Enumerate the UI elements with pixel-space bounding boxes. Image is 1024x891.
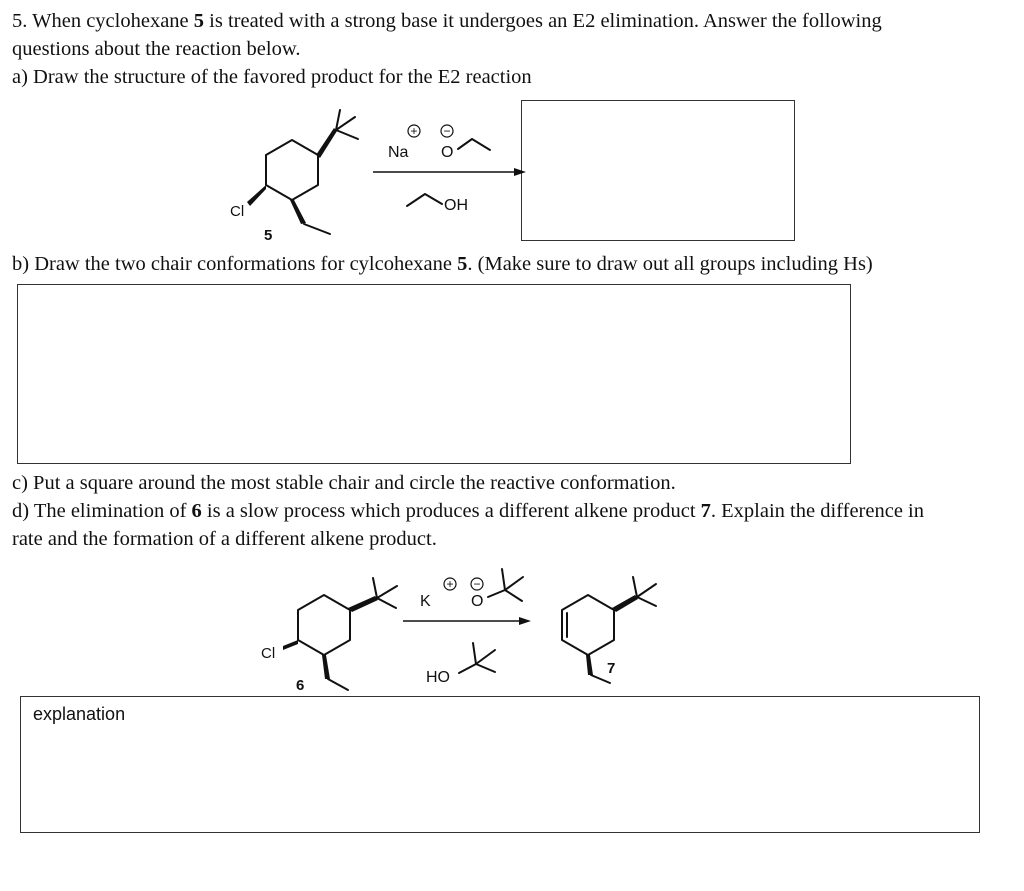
reagent-sodium-propoxide — [388, 124, 490, 161]
minus-sign: − — [473, 577, 481, 591]
question-intro-line2: questions about the reaction below. — [12, 38, 301, 60]
compound-5-label: 5 — [264, 227, 273, 244]
oxygen-label: O — [471, 593, 484, 610]
plus-sign: + — [410, 124, 418, 138]
minus-sign: − — [443, 124, 451, 138]
part-d-suffix: . Explain the difference in — [710, 500, 924, 522]
hydroxyl-label: OH — [444, 197, 468, 214]
tbutyl-branch — [336, 130, 358, 139]
cyclohexane-ring — [266, 140, 318, 200]
part-d-line2: rate and the formation of a different alkene product. — [12, 528, 437, 550]
tbutoxide-bond — [488, 590, 505, 597]
arrowhead-icon — [519, 617, 531, 625]
tbutyl-branch — [637, 584, 656, 597]
part-d-prefix: d) The elimination of — [12, 500, 192, 522]
sodium-label: Na — [388, 144, 409, 161]
oxygen-label: O — [441, 144, 454, 161]
part-b-compound-number: 5 — [457, 253, 468, 275]
part-b-suffix: . (Make sure to draw out all groups including Hs) — [467, 253, 873, 275]
compound-7-structure — [562, 577, 656, 683]
part-d-compound-7: 7 — [700, 500, 711, 522]
ethyl-bond — [328, 679, 348, 690]
tbutyl-branch — [637, 597, 656, 606]
part-d-compound-6: 6 — [191, 500, 202, 522]
ethyl-bond — [304, 224, 330, 234]
plus-sign: + — [446, 577, 454, 591]
compound-6-label: 6 — [296, 677, 305, 694]
solvent-propanol — [407, 194, 468, 214]
propanol-chain — [407, 194, 442, 206]
compound-5-structure — [230, 110, 358, 244]
part-b-prefix: b) Draw the two chair conformations for cylcohexane — [12, 253, 458, 275]
wedge-bond-tbutyl — [612, 595, 638, 612]
tbutyl-branch — [473, 643, 476, 664]
intro-suffix: is treated with a strong base it undergoes an E2 elimination. Answer the following — [204, 10, 882, 32]
tbutyl-branch — [505, 577, 523, 590]
tbutyl-branch — [377, 598, 396, 608]
potassium-label: K — [420, 593, 431, 610]
compound-7-label: 7 — [607, 660, 616, 677]
solvent-tbutanol — [426, 643, 495, 686]
tbutyl-branch — [373, 578, 377, 598]
tbutyl-branch — [476, 664, 495, 672]
cyclohexene-ring — [562, 595, 614, 655]
tbutyl-branch — [476, 650, 495, 664]
tbutyl-branch — [377, 586, 397, 598]
wedge-bond-chlorine — [247, 185, 266, 206]
wedge-bond-ethyl — [290, 200, 306, 224]
wedge-bond-tbutyl — [316, 128, 337, 158]
wedge-bond-chlorine — [283, 640, 298, 650]
wedge-bond-tbutyl — [348, 596, 378, 612]
intro-compound-number: 5 — [193, 10, 205, 32]
tbutanol-bond — [459, 664, 476, 673]
tbutyl-branch — [502, 569, 505, 590]
tbutyl-branch — [633, 577, 637, 597]
reagent-potassium-tbutoxide — [420, 569, 523, 610]
tbutyl-branch — [505, 590, 522, 601]
chlorine-label: Cl — [230, 203, 245, 220]
wedge-bond-ethyl — [322, 655, 330, 679]
arrowhead-icon — [514, 168, 526, 176]
compound-6-structure — [261, 578, 397, 694]
part-c-text: c) Put a square around the most stable chair and circle the reactive conformation. — [12, 472, 676, 494]
chlorine-label: Cl — [261, 645, 276, 662]
wedge-bond-ethyl — [586, 655, 593, 675]
propyl-chain — [458, 139, 490, 150]
intro-prefix: 5. When cyclohexane — [12, 10, 194, 32]
hydroxyl-label: HO — [426, 669, 450, 686]
part-a-text: a) Draw the structure of the favored product for the E2 reaction — [12, 66, 532, 88]
cyclohexane-ring — [298, 595, 350, 655]
explanation-label: explanation — [33, 704, 126, 724]
part-d-mid: is a slow process which produces a different alkene product — [201, 500, 701, 522]
